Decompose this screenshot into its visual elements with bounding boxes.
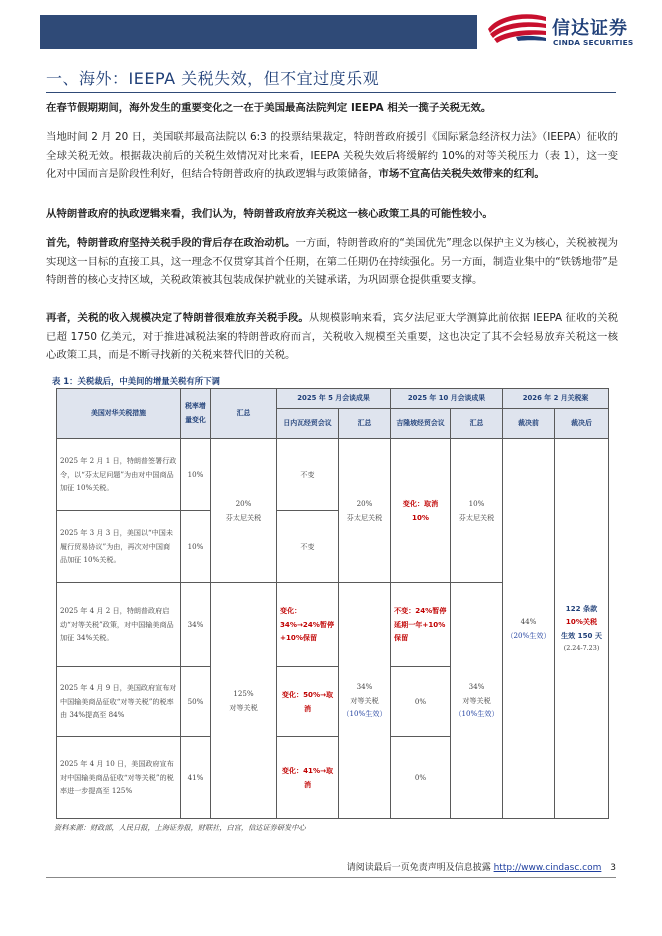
table-row [57, 439, 609, 511]
page-number: 3 [610, 863, 616, 873]
group1-summary-cell [211, 439, 277, 583]
measure-cell: 2025 年 4 月 9 日，美国政府宣布对中国输美商品征收“对等关税”的税率由 34%提高至 84% [57, 667, 181, 737]
header-before-ruling: 裁决前 [503, 409, 555, 439]
header-rate-change: 税率增量变化 [181, 389, 211, 439]
header-bar [40, 15, 477, 49]
header-kl-meeting: 吉隆坡经贸会议 [391, 409, 451, 439]
oct-group2-summary-cell [451, 583, 503, 819]
group2-summary-cell [211, 583, 277, 819]
rate-cell: 10% [181, 439, 211, 511]
rate-cell: 41% [181, 737, 211, 819]
header-after-ruling: 裁决后 [555, 409, 609, 439]
header-measure: 美国对华关税措施 [57, 389, 181, 439]
paragraph-1: 在春节假期期间，海外发生的重要变化之一在于美国最高法院判定 IEEPA 相关一揽子关税无效。 [46, 102, 492, 114]
header-oct-summary: 汇总 [451, 409, 503, 439]
paragraph-2-text: 当地时间 2 月 20 日，美国联邦最高法院以 6:3 的投票结果裁定，特朗普政府援引《国际紧急经济权力法》（IEEPA）征收的全球关税无效。根据裁决前后的关税生效情况对比来看，IEEPA 关税失效后将缓解约 10%的对等关税压力（表 1），这一变化对中国而言是阶段性利好，但结合特朗普政府的执政逻辑与政策储备， [46, 131, 619, 180]
oct-group1-summary-cell [451, 439, 503, 583]
oct-group1-rate: 10% [468, 499, 485, 508]
feb-before-cell [503, 439, 555, 819]
paragraph-5-text: 从规模影响来看，宾夕法尼亚大学测算此前依据 IEEPA 征收的关税已超 1750 亿美元，对于推进减税法案的特朗普政府而言，关税收入规模至关重要，这也决定了其不会轻易放弃关税这一核心政策工具，而是不断寻找新的关税来替代旧的关税。 [46, 312, 618, 361]
may-group2-summary-cell [339, 583, 391, 819]
group1-label: 芬太尼关税 [225, 512, 262, 522]
kl-cell: 不变：24%暂停延期一年+10%保留 [391, 583, 451, 667]
footer-url-link[interactable]: http://www.cindasc.com [493, 863, 602, 873]
header-oct-talks: 2025 年 10 月会谈成果 [391, 389, 503, 409]
header-may-talks: 2025 年 5 月会谈成果 [277, 389, 391, 409]
measure-cell: 2025 年 2 月 1 日，特朗普签署行政令，以“芬太尼问题”为由对中国商品加征 10%关税。 [57, 439, 181, 511]
section-divider [46, 92, 616, 93]
measure-cell: 2025 年 4 月 10 日，美国政府宣布对中国输美商品征收“对等关税”的税率进一步提高至 125% [57, 737, 181, 819]
rate-cell: 10% [181, 511, 211, 583]
measure-cell: 2025 年 3 月 3 日，美国以“中国未履行贸易协议”为由，再次对中国商品加征 10%关税。 [57, 511, 181, 583]
group1-rate: 20% [235, 499, 252, 508]
paragraph-2 [46, 128, 618, 184]
paragraph-4 [46, 234, 618, 290]
cinda-logo [486, 11, 646, 51]
group2-rate: 125% [233, 689, 254, 698]
table-caption: 表 1：关税裁后，中美间的增量关税有所下调 [52, 376, 220, 386]
header-summary: 汇总 [211, 389, 277, 439]
oct-group1-label: 芬太尼关税 [458, 512, 495, 522]
header-may-summary: 汇总 [339, 409, 391, 439]
oct-group2-note: （10%生效） [454, 709, 499, 719]
rate-cell: 34% [181, 583, 211, 667]
may-group1-rate: 20% [356, 499, 373, 508]
logo-english-name: CINDA SECURITIES [553, 38, 634, 47]
feb-after-line3: 生效 150 天 [561, 630, 603, 640]
geneva-cell: 不变 [277, 511, 339, 583]
geneva-cell: 不变 [277, 439, 339, 511]
cinda-logo-mark-icon [486, 11, 550, 45]
kl-cell: 0% [391, 737, 451, 819]
feb-after-line2: 10%关税 [565, 617, 598, 626]
feb-before-rate: 44% [520, 617, 537, 626]
paragraph-4-emphasis: 首先，特朗普政府坚持关税手段的背后存在政治动机。 [46, 237, 296, 249]
group2-label: 对等关税 [229, 702, 258, 712]
kl-cell: 0% [391, 667, 451, 737]
rate-cell: 50% [181, 667, 211, 737]
geneva-cell: 变化：50%→取消 [277, 667, 339, 737]
paragraph-5 [46, 309, 618, 365]
may-group2-note: （10%生效） [342, 709, 387, 719]
header-geneva-meeting: 日内瓦经贸会议 [277, 409, 339, 439]
header-feb-case: 2026 年 2 月关税案 [503, 389, 609, 409]
may-group1-summary-cell [339, 439, 391, 583]
logo-chinese-name: 信达证券 [552, 18, 628, 39]
geneva-cell: 变化：34%→24%暂停+10%保留 [277, 583, 339, 667]
paragraph-5-emphasis: 再者，关税的收入规模决定了特朗普很难放弃关税手段。 [46, 312, 309, 324]
footer-disclaimer: 请阅读最后一页免责声明及信息披露 [346, 863, 491, 873]
may-group2-label: 对等关税 [350, 695, 379, 705]
section-title: 一、海外：IEEPA 关税失效，但不宜过度乐观 [46, 69, 380, 88]
oct-group2-label: 对等关税 [462, 695, 491, 705]
page-footer [0, 860, 662, 880]
footer-text [347, 860, 616, 873]
oct-group2-rate: 34% [468, 682, 485, 692]
may-group1-label: 芬太尼关税 [346, 512, 383, 522]
tariff-table [56, 388, 608, 818]
paragraph-4-text: 一方面，特朗普政府的“美国优先”理念以保护主义为核心，关税被视为实现这一目标的直接工具，这一理念不仅贯穿其首个任期，在第二任期仍在持续强化。另一方面，制造业集中的“铁锈地带”是特朗普的核心支持区域，关税政策被其包装成保护就业的关键承诺，为巩固票仓提供重要支撑。 [46, 237, 618, 286]
geneva-cell: 变化：41%→取消 [277, 737, 339, 819]
paragraph-2-emphasis: 市场不宜高估关税失效带来的红利。 [378, 168, 545, 180]
feb-after-cell [555, 439, 609, 819]
table-source: 资料来源：财政部，人民日报，上海证券报，财联社，白宫，信达证券研发中心 [54, 823, 306, 832]
oct-group1-change-cell: 变化：取消 10% [391, 439, 451, 583]
feb-before-note: （20%生效） [506, 630, 551, 640]
feb-after-line1: 122 条款 [565, 603, 598, 613]
footer-divider [46, 877, 616, 878]
measure-cell: 2025 年 4 月 2 日，特朗普政府启动“对等关税”政策，对中国输美商品加征 34%关税。 [57, 583, 181, 667]
paragraph-3: 从特朗普政府的执政逻辑来看，我们认为，特朗普政府放弃关税这一核心政策工具的可能性较小。 [46, 208, 493, 220]
feb-after-line4: (2.24-7.23) [563, 644, 600, 652]
may-group2-rate: 34% [356, 682, 373, 692]
